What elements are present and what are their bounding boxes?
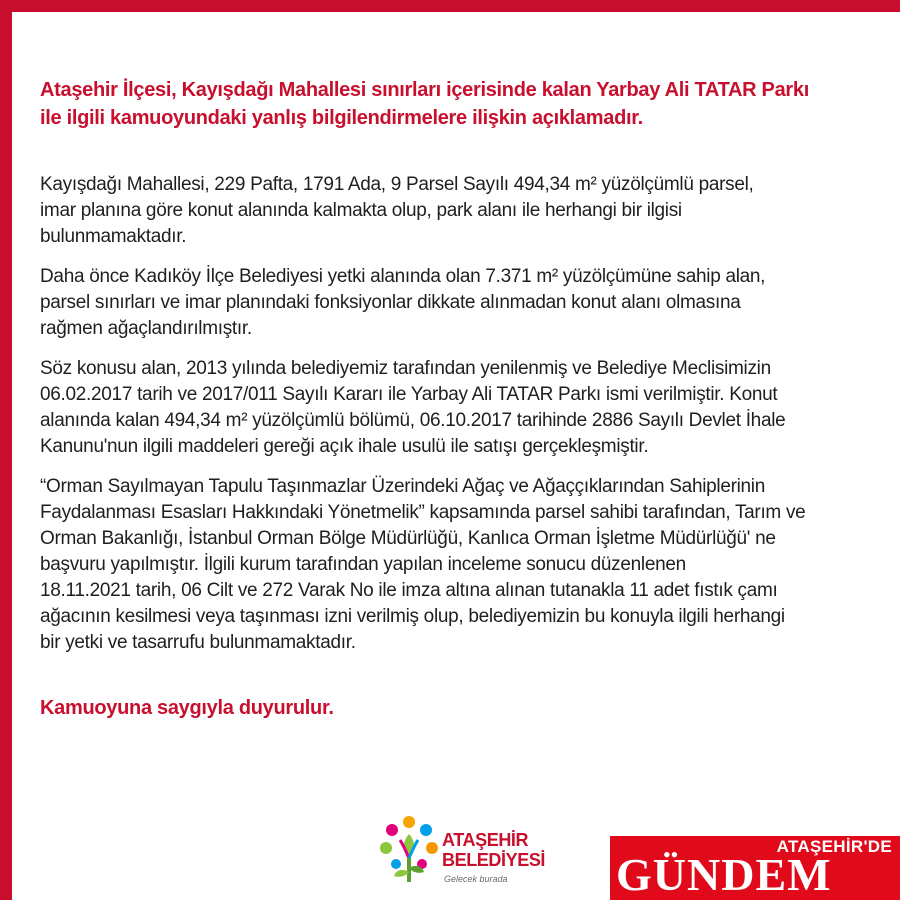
text-line: 18.11.2021 tarih, 06 Cilt ve 272 Varak No ile imza altına alınan tutanakla 11 adet fıstık çamı bbox=[40, 580, 778, 601]
text-line: Faydalanması Esasları Hakkındaki Yönetmelik” kapsamında parsel sahibi tarafından, Tarım ve bbox=[40, 502, 806, 523]
text-line: Söz konusu alan, 2013 yılında belediyemiz tarafından yenilenmiş ve Belediye Meclisimizin bbox=[40, 358, 771, 379]
text-line: imar planına göre konut alanında kalmakta olup, park alanı ile herhangi bir ilgisi bbox=[40, 200, 682, 221]
municipality-name-line2: BELEDİYESİ bbox=[442, 850, 546, 870]
news-logo bbox=[610, 836, 900, 900]
paragraph-4 bbox=[40, 474, 890, 656]
press-statement bbox=[40, 76, 890, 722]
text-line: “Orman Sayılmayan Tapulu Taşınmazlar Üzerindeki Ağaç ve Ağaççıklarından Sahiplerinin bbox=[40, 476, 765, 497]
paragraph-2 bbox=[40, 264, 890, 342]
paragraph-1 bbox=[40, 172, 890, 250]
top-border bbox=[0, 0, 900, 12]
news-logo-main: GÜNDEM bbox=[616, 849, 832, 900]
closing-line: Kamuoyuna saygıyla duyurulur. bbox=[40, 697, 334, 719]
news-logo-top: ATAŞEHİR'DE bbox=[776, 837, 892, 856]
text-line: Kayışdağı Mahallesi, 229 Pafta, 1791 Ada, 9 Parsel Sayılı 494,34 m² yüzölçümlü parsel, bbox=[40, 174, 754, 195]
municipality-name bbox=[442, 830, 545, 870]
heading-line: ile ilgili kamuoyundaki yanlış bilgilendirmelere ilişkin açıklamadır. bbox=[40, 107, 643, 129]
text-line: parsel sınırları ve imar planındaki fonksiyonlar dikkate alınmadan konut alanı olmasına bbox=[40, 292, 741, 313]
text-line: Orman Bakanlığı, İstanbul Orman Bölge Müdürlüğü, Kanlıca Orman İşletme Müdürlüğü' ne bbox=[40, 528, 776, 549]
paragraph-3 bbox=[40, 356, 890, 460]
statement-heading bbox=[40, 76, 890, 132]
text-line: rağmen ağaçlandırılmıştır. bbox=[40, 318, 252, 339]
text-line: Kanunu'nun ilgili maddeleri gereği açık ihale usulü ile satışı gerçekleşmiştir. bbox=[40, 436, 649, 457]
text-line: bir yetki ve tasarrufu bulunmamaktadır. bbox=[40, 632, 356, 653]
text-line: alanında kalan 494,34 m² yüzölçümlü bölümü, 06.10.2017 tarihinde 2886 Sayılı Devlet İhale bbox=[40, 410, 786, 431]
heading-line: Ataşehir İlçesi, Kayışdağı Mahallesi sınırları içerisinde kalan Yarbay Ali TATAR Parkı bbox=[40, 79, 809, 101]
left-border bbox=[0, 0, 12, 900]
municipality-name-line1: ATAŞEHİR bbox=[442, 830, 529, 850]
text-line: ağacının kesilmesi veya taşınması izni verilmiş olup, belediyemizin bu konuyla ilgili herhangi bbox=[40, 606, 785, 627]
text-line: bulunmamaktadır. bbox=[40, 226, 187, 247]
municipality-logo bbox=[378, 812, 558, 892]
text-line: başvuru yapılmıştır. İlgili kurum tarafından yapılan inceleme sonucu düzenlenen bbox=[40, 554, 686, 575]
flower-people-logo-icon bbox=[378, 812, 440, 888]
text-line: Daha önce Kadıköy İlçe Belediyesi yetki alanında olan 7.371 m² yüzölçümüne sahip alan, bbox=[40, 266, 766, 287]
municipality-slogan: Gelecek burada bbox=[444, 874, 508, 884]
text-line: 06.02.2017 tarih ve 2017/011 Sayılı Kararı ile Yarbay Ali TATAR Parkı ismi verilmiştir. Konut bbox=[40, 384, 778, 405]
